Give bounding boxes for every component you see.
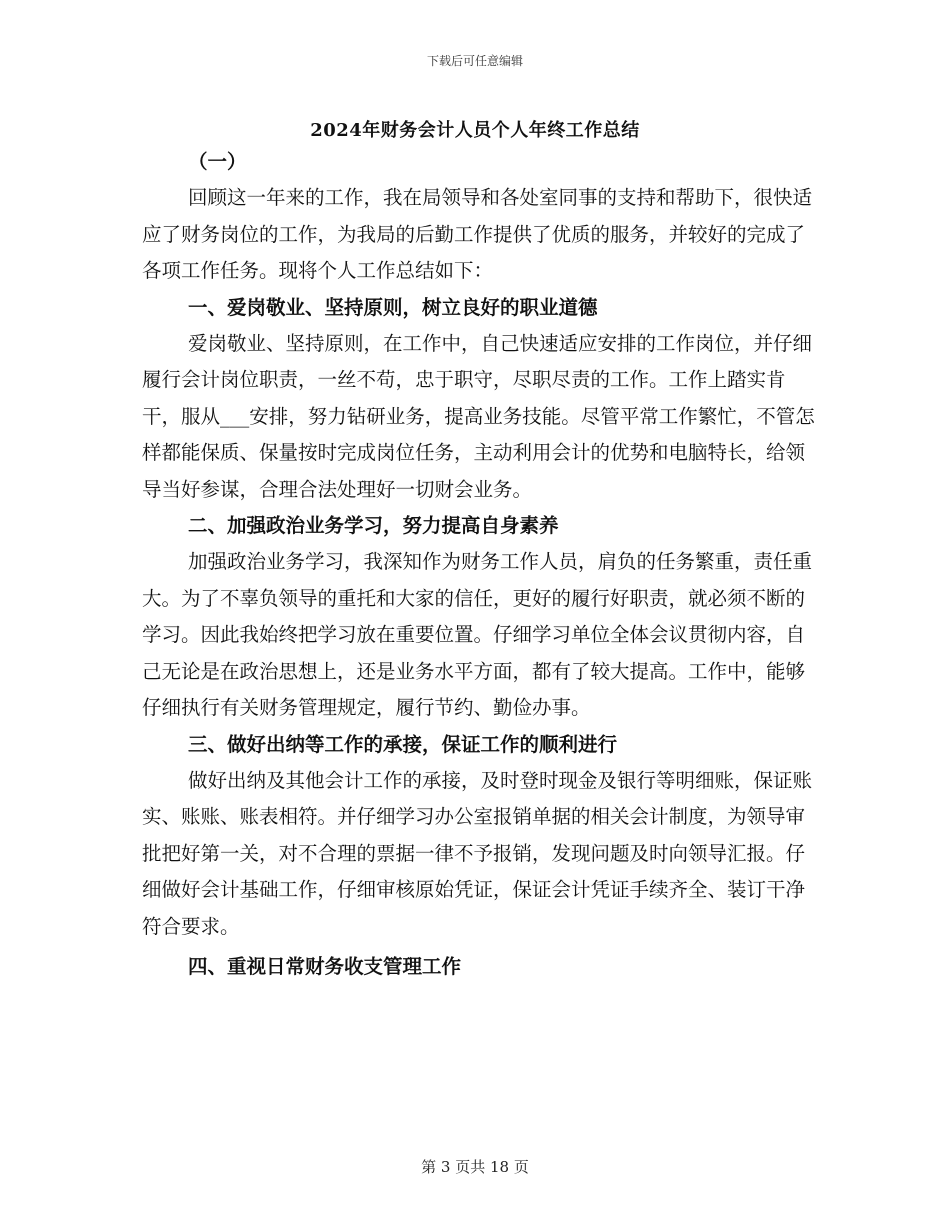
intro-paragraph: 回顾这一年来的工作，我在局领导和各处室同事的支持和帮助下，很快适应了财务岗位的工作，为我局的后勤工作提供了优质的服务，并较好的完成了各项工作任务。现将个人工作总结如下： [142, 186, 813, 283]
section-heading-2: 二、加强政治业务学习，努力提高自身素养 [188, 514, 559, 538]
section-body-1: 爱岗敬业、坚持原则，在工作中，自己快速适应安排的工作岗位，并仔细履行会计岗位职责，一丝不苟，忠于职守，尽职尽责的工作。工作上踏实肯干，服从___安排，努力钻研业务，提高业务技能。尽管平常工作繁忙，不管怎样都能保质、保量按时完成岗位任务，主动利用会计的优势和电脑特长，给领导当好参谋，合理合法处理好一切财会业务。 [142, 332, 815, 501]
section-body-2: 加强政治业务学习，我深知作为财务工作人员，肩负的任务繁重，责任重大。为了不辜负领导的重托和大家的信任，更好的履行好职责，就必须不断的学习。因此我始终把学习放在重要位置。仔细学习单位全体会议贯彻内容，自己无论是在政治思想上，还是业务水平方面，都有了较大提高。工作中，能够仔细执行有关财务管理规定，履行节约、勤俭办事。 [142, 550, 813, 720]
page-number: 第 3 页共 18 页 [421, 1158, 529, 1176]
section-body-3: 做好出纳及其他会计工作的承接，及时登时现金及银行等明细账，保证账实、账账、账表相符。并仔细学习办公室报销单据的相关会计制度，为领导审批把好第一关，对不合理的票据一律不予报销，发现问题及时向领导汇报。仔细做好会计基础工作，仔细审核原始凭证，保证会计凭证手续齐全、装订干净符合要求。 [142, 768, 813, 938]
part-mark: （一） [188, 150, 247, 173]
header-note: 下载后可任意编辑 [426, 54, 523, 68]
document-title: 2024年财务会计人员个人年终工作总结 [310, 120, 640, 141]
section-heading-4: 四、重视日常财务收支管理工作 [188, 954, 462, 978]
section-heading-3: 三、做好出纳等工作的承接，保证工作的顺利进行 [188, 732, 618, 756]
document-body [142, 144, 822, 985]
section-heading-1: 一、爱岗敬业、坚持原则，树立良好的职业道德 [188, 295, 598, 319]
